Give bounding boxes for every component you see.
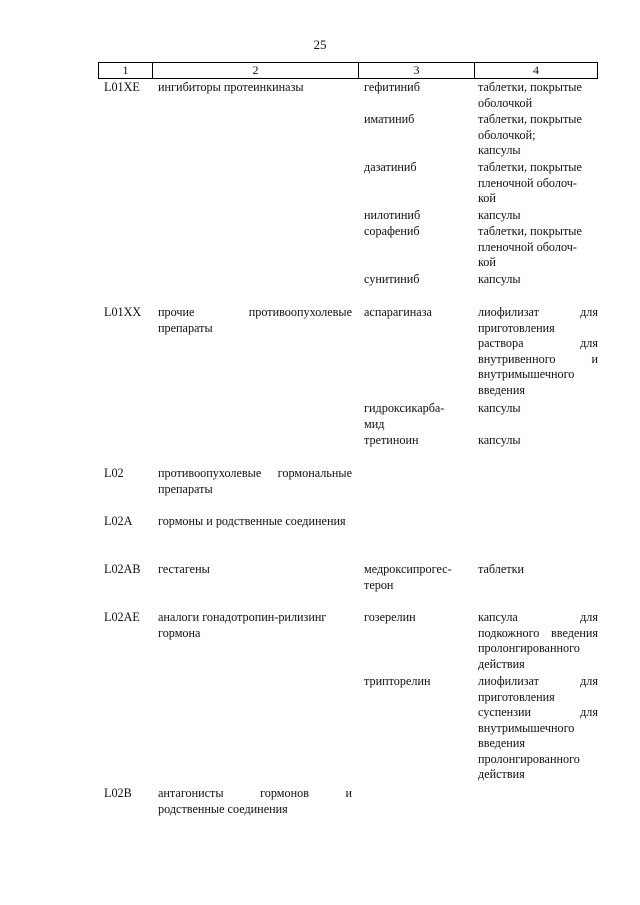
dosage-form: таблетки [478,562,525,576]
dosage-form: таблетки, покрытые оболочкой [478,80,582,110]
atc-code: L02 [104,466,124,480]
group-name: гормоны и родственные соединения [158,514,346,528]
header-col-1: 1 [98,63,152,78]
drug-name: дазатиниб [364,160,417,174]
group-name: антагонисты гормонов и родственные соединения [158,786,352,816]
dosage-form: капсулы [478,433,521,447]
dosage-form: капсулы [478,272,521,286]
drug-name: нилотиниб [364,208,421,222]
dosage-form: капсула для подкожного введения пролонгированного действия [478,610,598,671]
atc-code: L01XX [104,305,142,319]
atc-code: L02AB [104,562,141,576]
drug-name: трипторелин [364,674,431,688]
drug-name: аспарагиназа [364,305,432,319]
dosage-form: таблетки, покрытые пленочной оболоч- кой [478,224,582,269]
drug-name: сорафениб [364,224,420,238]
group-name: прочие противоопухолевые препараты [158,305,352,335]
header-col-4: 4 [474,63,598,78]
drug-name: иматиниб [364,112,415,126]
atc-code: L02A [104,514,133,528]
header-col-2: 2 [152,63,358,78]
drug-name: третиноин [364,433,419,447]
drug-name: медроксипрогес- терон [364,562,452,592]
dosage-form: лиофилизат для приготовления раствора для внутривенного и внутримышечного введения [478,305,598,397]
table-header-row [98,62,598,79]
page-number: 25 [313,37,327,52]
drug-name: гефитиниб [364,80,420,94]
dosage-form: капсулы [478,401,521,415]
atc-code: L02B [104,786,132,800]
dosage-form: таблетки, покрытые пленочной оболоч- кой [478,160,582,205]
group-name: аналоги гонадотропин-рилизинг гормона [158,610,327,640]
atc-code: L02AE [104,610,140,624]
dosage-form: капсулы [478,208,521,222]
dosage-form: лиофилизат для приготовления суспензии для внутримышечного введения пролонгированного действия [478,674,598,781]
drug-name: сунитиниб [364,272,420,286]
drug-name: гидроксикарба- мид [364,401,445,431]
dosage-form: таблетки, покрытые оболочкой; капсулы [478,112,582,157]
group-name: гестагены [158,562,210,576]
drug-name: гозерелин [364,610,416,624]
group-name: противоопухолевые гормональные препараты [158,466,352,496]
group-name: ингибиторы протеинкиназы [158,80,304,94]
atc-code: L01XE [104,80,140,94]
header-col-3: 3 [358,63,474,78]
